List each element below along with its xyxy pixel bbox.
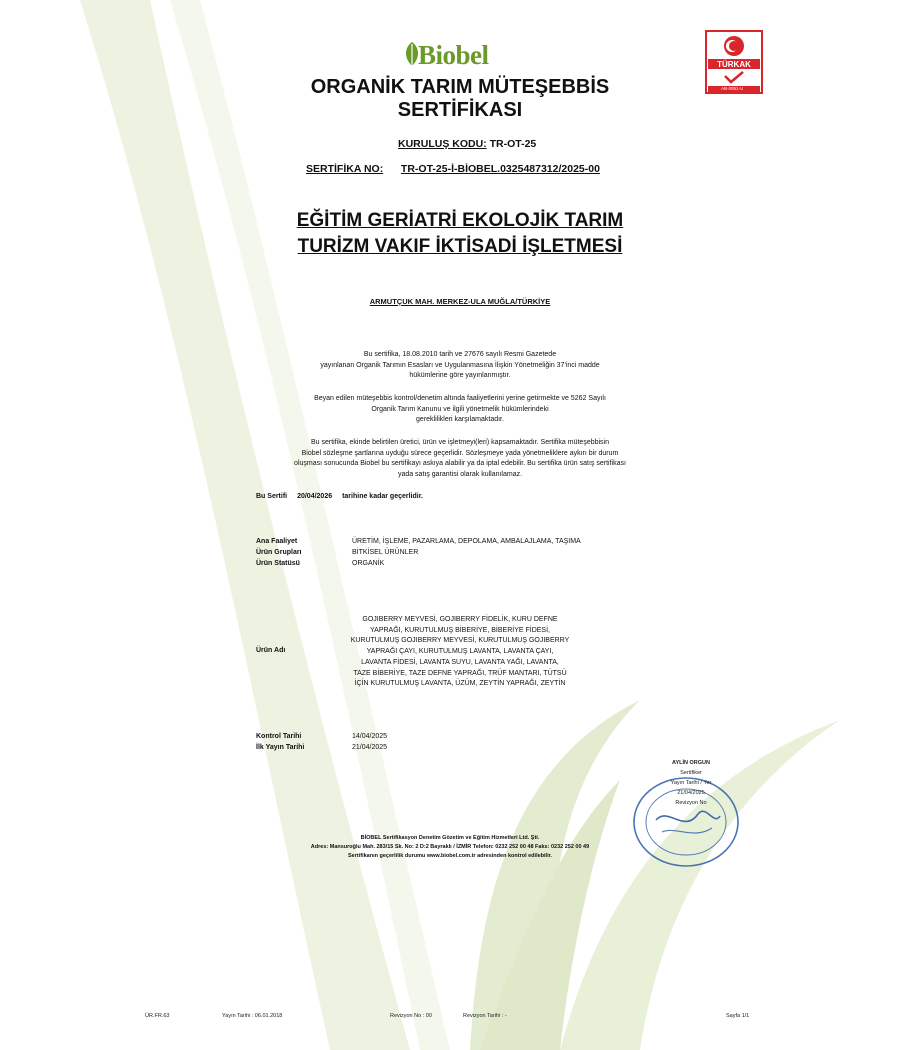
activity-value: ÜRETİM, İŞLEME, PAZARLAMA, DEPOLAMA, AMBALAJLAMA, TAŞIMA (352, 538, 581, 545)
form-publish-date: Yayın Tarihi : 06.01.2018 (222, 1013, 283, 1019)
control-date-label: Kontrol Tarihi (256, 733, 302, 740)
form-code: ÜR.FR.63 (145, 1013, 170, 1019)
company-name: EĞİTİM GERİATRİ EKOLOJİK TARIM TURİZM VAKIF İKTİSADİ İŞLETMESİ (296, 210, 624, 257)
page-number: Sayfa 1/1 (726, 1013, 750, 1019)
establishment-label: KURULUŞ KODU: (398, 138, 487, 150)
biobel-logo (400, 38, 510, 72)
validity-date: 20/04/2026 (297, 493, 333, 500)
product-line: İÇİN KURUTULMUŞ LAVANTA, ÜZÜM, ZEYTİN YAPRAĞI, ZEYTİN (354, 680, 566, 688)
certificate-label: SERTİFİKA NO: (306, 163, 384, 175)
establishment-code-row (398, 138, 536, 150)
issuer-footer: BİOBEL Sertifikasyon Denetim Gözetim ve Eğitim Hizmetleri Ltd. Şti. Adres: Mansuroğlu Mah. 283/15 Sk. No: 2 D:2 Bayraklı / İZMİR Telefon: 0232 252 00 48 Faks: 0232 252 00 49 Sertifikanın geçerlilik durumu www.biobel.com.tr adresinden kontrol edilebilir. (310, 835, 590, 859)
activity-label: Ana Faaliyet (256, 538, 298, 545)
certificate-number: TR-OT-25-İ-BİOBEL.0325487312/2025-00 (400, 163, 600, 175)
revision-date: Revizyon Tarihi : - (463, 1013, 507, 1019)
signer-name: AYLİN ORGUN (672, 760, 710, 766)
product-name-label: Ürün Adı (256, 647, 286, 654)
product-status-value: ORGANİK (352, 560, 385, 567)
svg-text:TÜRKAK: TÜRKAK (717, 60, 751, 69)
signature-date: 21/04/2025 (677, 790, 705, 796)
first-publish-value: 21/04/2025 (352, 744, 388, 751)
revision-number: Revizyon No : 00 (390, 1013, 432, 1019)
product-group-label: Ürün Grupları (256, 549, 302, 556)
paragraph-scope: Bu sertifika, ekinde belirtilen üretici, ürün ve işletmeyi(leri) kapsamaktadır. Sertifika müteşebbisin Biobel sözleşme şartlarına uyduğu sürece geçerlidir. Sözleşmeye yada yönetmeliklere aykırı bir durum oluşması sonucunda Biobel bu sertifikayı askıya alabilir ya da iptal edebilir. Bu sertifika ürün satış sertifikası yada satış garantisi olarak kullanılamaz. (294, 439, 626, 478)
paragraph-compliance: Beyan edilen müteşebbis kontrol/denetim altında faaliyetlerini yerine getirmekte ve 5262 Sayılı Organik Tarım Kanunu ve ilgili yönetmelik hükümlerindeki gereklilikleri karşılamaktadır. (314, 395, 606, 423)
turkak-logo (705, 30, 763, 94)
product-line: LAVANTA FİDESİ, LAVANTA SUYU, LAVANTA YAĞI, LAVANTA, (361, 658, 559, 666)
validity-statement: Bu Sertifi 20/04/2026 tarihine kadar geçerlidir. (256, 493, 424, 500)
signature-block: AYLİN ORGUN Sertifiker Yayın Tarihi / Yer 21/04/2025 Revizyon No (636, 758, 746, 808)
product-status-label: Ürün Statüsü (256, 560, 300, 567)
product-line: KURUTULMUŞ GOJIBERRY MEYVESİ, KURUTULMUŞ GOJIBERRY (350, 637, 570, 645)
company-address: ARMUTÇUK MAH. MERKEZ-ULA MUĞLA/TÜRKİYE (369, 297, 551, 306)
paragraph-regulation: Bu sertifika, 18.08.2010 tarih ve 27676 sayılı Resmi Gazetede yayınlanan Organik Tarımın Esasları ve Uygulanmasına İlişkin Yönetmeliğin 37'inci madde hükümlerine göre yayınlanmıştır. (320, 351, 600, 379)
control-date-value: 14/04/2025 (352, 733, 388, 740)
certificate-number-row (306, 163, 600, 175)
product-line: YAPRAĞI, KURUTULMUŞ BİBERİYE, BİBERİYE FİDESİ, (370, 626, 550, 634)
product-group-value: BİTKİSEL ÜRÜNLER (352, 549, 419, 556)
certificate-title: ORGANİK TARIM MÜTEŞEBBİS SERTİFİKASI (310, 76, 610, 121)
product-line: GOJIBERRY MEYVESİ, GOJIBERRY FİDELİK, KURU DEFNE (362, 616, 558, 623)
logo-text: Biobel (418, 40, 489, 70)
establishment-code: TR-OT-25 (489, 138, 537, 150)
product-list (330, 615, 590, 690)
turkak-code: AB-0051-U (721, 86, 744, 91)
product-line: YAPRAĞI ÇAYI, KURUTULMUŞ LAVANTA, LAVANTA ÇAYI, (366, 648, 554, 656)
product-line: TAZE BİBERİYE, TAZE DEFNE YAPRAĞI, TRÜF MANTARI, TÜTSÜ (353, 669, 567, 677)
first-publish-label: İlk Yayın Tarihi (256, 744, 305, 751)
